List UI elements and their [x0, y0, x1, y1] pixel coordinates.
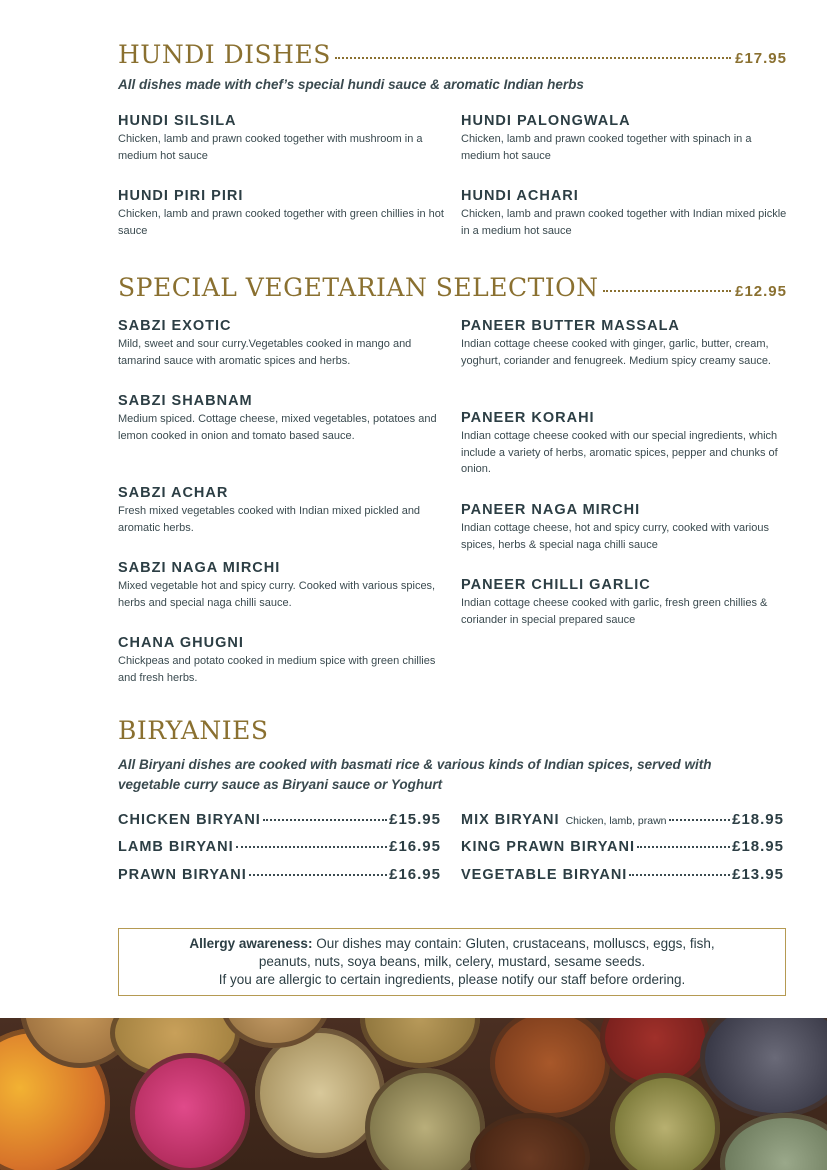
biryani-item: [461, 866, 784, 883]
biryani-header: [118, 716, 787, 745]
dish-item: [461, 187, 791, 239]
dish-name: SABZI EXOTIC: [118, 318, 232, 334]
price-leader: [249, 874, 387, 876]
dish-name: HUNDI PALONGWALA: [461, 113, 631, 129]
biryani-price: £18.95: [732, 838, 784, 855]
dish-name: CHANA GHUGNI: [118, 635, 244, 651]
dish-item: [118, 634, 448, 686]
dish-item: [118, 187, 448, 239]
dish-item: [461, 576, 791, 628]
allergy-line-1: [119, 935, 785, 953]
dish-desc: Indian cottage cheese cooked with ginger, garlic, butter, cream, yoghurt, coriander and fenugreek. Medium spicy creamy sauce.: [461, 338, 771, 367]
dish-name: HUNDI PIRI PIRI: [118, 188, 244, 204]
biryani-name: PRAWN BIRYANI: [118, 867, 247, 883]
hundi-title: HUNDI DISHES: [118, 40, 331, 69]
allergy-text-1: Our dishes may contain: Gluten, crustaceans, molluscs, eggs, fish,: [312, 936, 715, 951]
biryani-note: Chicken, lamb, prawn: [565, 815, 667, 827]
dish-name: PANEER NAGA MIRCHI: [461, 502, 641, 518]
veg-title: SPECIAL VEGETARIAN SELECTION: [118, 273, 599, 302]
dish-name: HUNDI SILSILA: [118, 113, 237, 129]
veg-price: £12.95: [735, 283, 787, 300]
dish-item: [118, 392, 448, 444]
hundi-price: £17.95: [735, 50, 787, 67]
dish-item: [461, 409, 791, 478]
allergy-label: Allergy awareness:: [189, 936, 313, 951]
dish-desc: Mild, sweet and sour curry.Vegetables cooked in mango and tamarind sauce with aromatic spices and herbs.: [118, 338, 412, 367]
biryani-price: £15.95: [389, 811, 441, 828]
dish-desc: Indian cottage cheese cooked with garlic, fresh green chillies & coriander in special prepared sauce: [461, 597, 768, 626]
dish-name: PANEER KORAHI: [461, 410, 595, 426]
biryani-name: KING PRAWN BIRYANI: [461, 839, 636, 855]
dish-item: [118, 559, 448, 611]
dish-desc: Chickpeas and potato cooked in medium spice with green chillies and fresh herbs.: [118, 655, 436, 684]
dish-desc: Chicken, lamb and prawn cooked together with green chillies in hot sauce: [118, 208, 444, 237]
allergy-line-2: peanuts, nuts, soya beans, milk, celery, mustard, sesame seeds.: [258, 954, 646, 969]
dish-desc: Indian cottage cheese, hot and spicy curry, cooked with various spices, herbs & special naga chilli sauce: [461, 522, 769, 551]
dish-desc: Chicken, lamb and prawn cooked together with mushroom in a medium hot sauce: [118, 133, 423, 162]
dish-name: SABZI ACHAR: [118, 485, 229, 501]
dish-item: [118, 112, 448, 164]
biryani-name: VEGETABLE BIRYANI: [461, 867, 628, 883]
price-leader: [637, 846, 730, 848]
hundi-header: [118, 40, 787, 69]
veg-header: [118, 273, 787, 302]
dish-item: [118, 484, 448, 536]
biryani-price: £16.95: [389, 866, 441, 883]
biryani-subtitle: All Biryani dishes are cooked with basmati rice & various kinds of Indian spices, served with vegetable curry sauce as Biryani sauce or Yoghurt: [118, 757, 712, 792]
dish-name: PANEER CHILLI GARLIC: [461, 577, 651, 593]
dish-item: [118, 317, 448, 369]
dish-desc: Fresh mixed vegetables cooked with Indian mixed pickled and aromatic herbs.: [118, 505, 421, 534]
biryani-price: £18.95: [732, 811, 784, 828]
biryani-title: BIRYANIES: [118, 716, 269, 745]
biryani-item: [461, 838, 784, 855]
hundi-subtitle: All dishes made with chef’s special hundi sauce & aromatic Indian herbs: [118, 77, 584, 92]
allergy-line-3: If you are allergic to certain ingredients, please notify our staff before ordering.: [218, 972, 686, 987]
dish-desc: Indian cottage cheese cooked with our special ingredients, which include a variety of herbs, aromatic spices, pepper and chunks of onion.: [461, 430, 778, 475]
biryani-name: LAMB BIRYANI: [118, 839, 234, 855]
price-leader: [263, 819, 387, 821]
dish-name: SABZI SHABNAM: [118, 393, 253, 409]
dish-desc: Mixed vegetable hot and spicy curry. Cooked with various spices, herbs and special naga chilli sauce.: [118, 580, 436, 609]
biryani-item: [118, 838, 441, 855]
dish-name: HUNDI ACHARI: [461, 188, 579, 204]
dish-desc: Chicken, lamb and prawn cooked together with spinach in a medium hot sauce: [461, 133, 752, 162]
dish-item: [461, 317, 791, 369]
dish-item: [461, 501, 791, 553]
biryani-item: [461, 811, 784, 828]
dish-name: SABZI NAGA MIRCHI: [118, 560, 281, 576]
spices-photo: [0, 1018, 827, 1170]
price-leader: [236, 846, 387, 848]
dish-name: PANEER BUTTER MASSALA: [461, 318, 680, 334]
price-leader: [669, 819, 731, 821]
veg-leader: [603, 290, 732, 292]
hundi-leader: [335, 57, 731, 59]
dish-desc: Medium spiced. Cottage cheese, mixed vegetables, potatoes and lemon cooked in onion and tomato based sauce.: [118, 413, 437, 442]
biryani-item: [118, 811, 441, 828]
biryani-price: £16.95: [389, 838, 441, 855]
dish-item: [461, 112, 791, 164]
biryani-price: £13.95: [732, 866, 784, 883]
biryani-item: [118, 866, 441, 883]
biryani-name: MIX BIRYANI: [461, 812, 560, 828]
allergy-notice: [118, 928, 786, 996]
biryani-name: CHICKEN BIRYANI: [118, 812, 261, 828]
dish-desc: Chicken, lamb and prawn cooked together with Indian mixed pickle in a medium hot sauce: [461, 208, 787, 237]
price-leader: [629, 874, 730, 876]
